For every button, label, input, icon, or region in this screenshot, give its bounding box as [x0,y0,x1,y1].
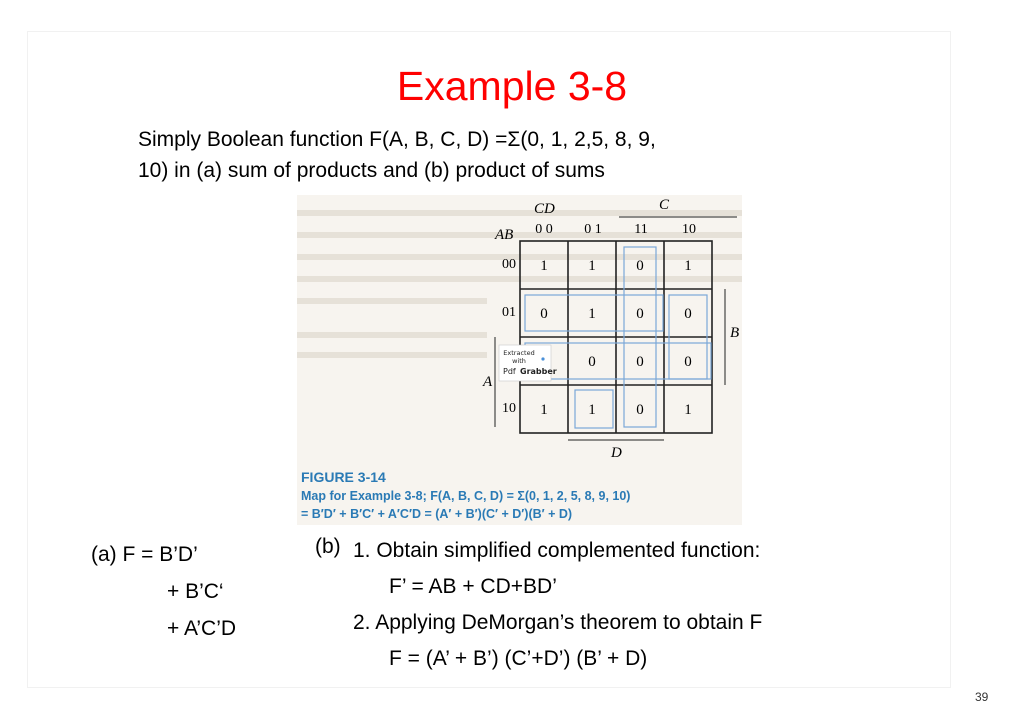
label-d: D [611,445,622,461]
cell-r3-c1: 1 [588,402,596,418]
kmap-grid [520,241,712,433]
label-a: A [483,374,493,390]
cell-r2-c1: 0 [588,354,596,370]
cell-r2-c2: 0 [636,354,644,370]
cell-r3-c3: 1 [684,402,692,418]
answer-b-step-2: 2. Applying DeMorgan’s theorem to obtain F [353,611,763,634]
row-header-3: 10 [502,401,516,416]
cell-r0-c2: 0 [636,258,644,274]
cell-r0-c0: 1 [540,258,548,274]
problem-line-2: 10) in (a) sum of products and (b) product of sums [138,159,605,182]
watermark-line-2: with [512,357,526,365]
answer-a [91,536,236,647]
cell-r0-c3: 1 [684,258,692,274]
label-cd: CD [534,201,555,217]
problem-statement [138,124,858,186]
col-header-3: 10 [682,222,696,237]
karnaugh-map-figure [297,195,742,525]
cell-r2-c3: 0 [684,354,692,370]
answer-b-step-1-expr: F’ = AB + CD+BD’ [389,575,557,598]
label-c: C [659,197,670,213]
caption-line-1: Map for Example 3-8; F(A, B, C, D) = Σ(0, 1, 2, 5, 8, 9, 10) [301,489,631,503]
pdfgrabber-watermark [499,345,557,381]
cell-r3-c0: 1 [540,402,548,418]
row-header-0: 00 [502,257,516,272]
answer-a-line-2: + B’C‘ [167,580,224,603]
answer-b-label: (b) [315,535,341,558]
cell-r1-c2: 0 [636,306,644,322]
answer-a-line-3: + A’C’D [167,617,237,640]
cell-r1-c0: 0 [540,306,548,322]
watermark-dot-icon [541,357,544,360]
watermark-line-3a: Pdf [503,367,516,376]
row-header-1: 01 [502,305,516,320]
answer-b [353,533,762,677]
cell-r0-c1: 1 [588,258,596,274]
caption-line-2: = B′D′ + B′C′ + A′C′D = (A′ + B′)(C′ + D′)(B′ + D) [301,507,573,521]
col-header-2: 11 [634,222,648,237]
label-b: B [730,325,740,341]
watermark-line-3b: Grabber [520,367,557,376]
caption-title: FIGURE 3-14 [301,469,386,485]
answer-b-step-2-expr: F = (A’ + B’) (C’+D’) (B’ + D) [389,647,648,670]
answer-b-step-1: 1. Obtain simplified complemented function: [353,539,761,562]
cell-r1-c3: 0 [684,306,692,322]
watermark-line-1: Extracted [503,349,535,357]
col-header-1: 0 1 [584,222,602,237]
page-number: 39 [975,690,989,704]
slide-title: Example 3-8 [396,63,628,109]
answer-a-line-1: (a) F = B’D’ [91,543,198,566]
col-header-0: 0 0 [535,222,553,237]
label-ab: AB [495,227,514,243]
problem-line-1: Simply Boolean function F(A, B, C, D) =Σ(0, 1, 2,5, 8, 9, [138,128,656,151]
cell-r1-c1: 1 [588,306,596,322]
karnaugh-map-svg [297,195,742,525]
cell-r3-c2: 0 [636,402,644,418]
figure-caption [301,469,630,521]
